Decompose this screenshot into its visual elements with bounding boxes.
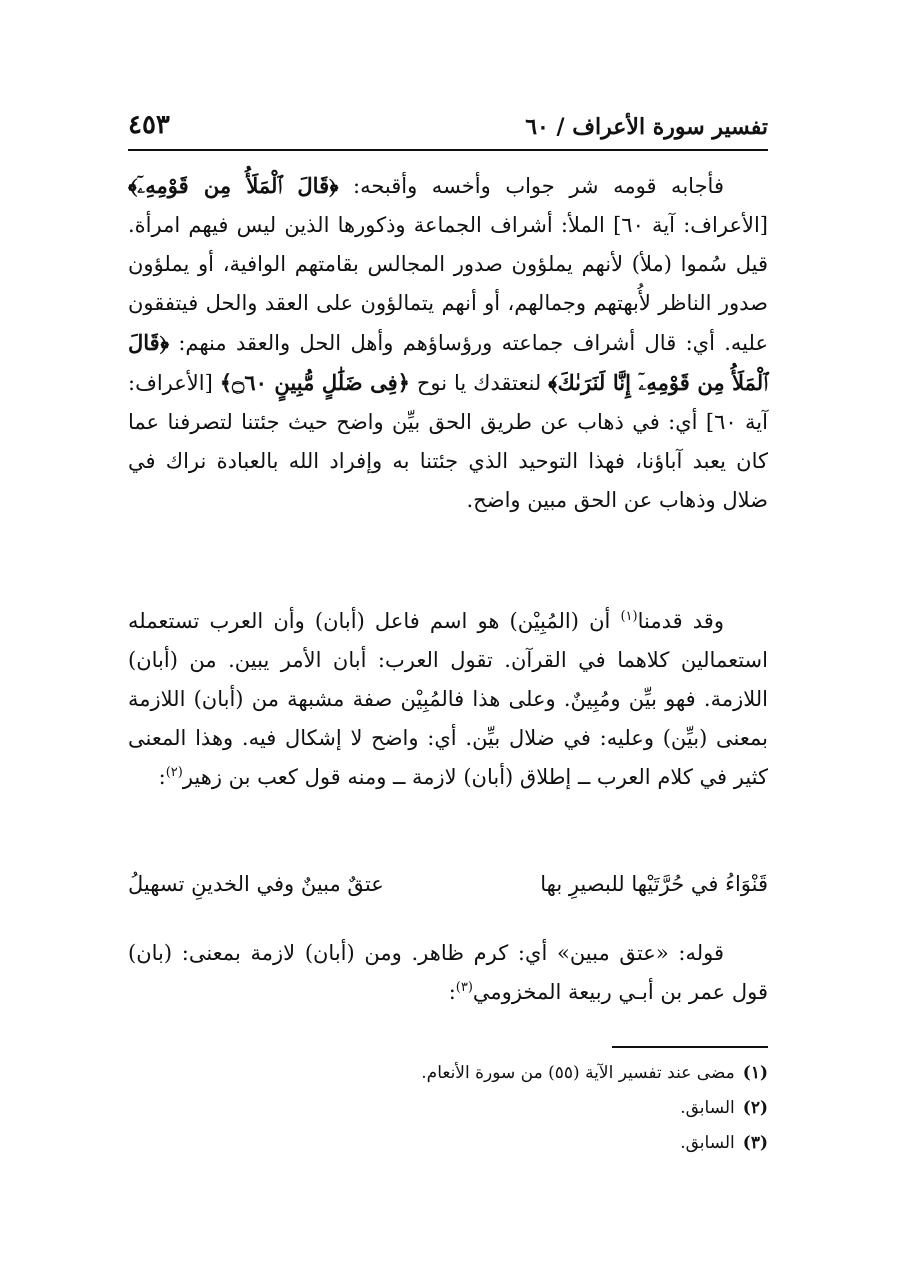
footnote-1 — [128, 1056, 768, 1091]
page-number: ٤٥٣ — [128, 110, 170, 140]
footnote-ref-2[interactable]: (٢) — [165, 765, 183, 780]
verse-first-hemistich: قَنْوَاءُ في حُرَّتَيْها للبصيرِ بها — [540, 872, 768, 896]
text-run: : — [448, 980, 456, 1004]
text-run: فأجابه قومه شر جواب وأخسه وأقبحه: — [338, 174, 724, 198]
paragraph-2 — [128, 602, 768, 797]
footnote-2 — [128, 1091, 768, 1126]
footnotes — [128, 1056, 768, 1161]
text-run: [الأعراف: آية ٦٠] أي: في ذهاب عن طريق الحق بيِّن واضح حيث جئتنا لتصرفنا عما كان يعبد آباؤنا، فهذا التوحيد الذي جئتنا به وإفراد الله بالعبادة نراك في ضلال وذهاب عن الحق مبين واضح. — [128, 371, 768, 512]
text-run: : — [158, 765, 166, 789]
running-head: تفسير سورة الأعراف / ٦٠ — [525, 114, 768, 140]
footnote-number: (١) — [742, 1063, 768, 1083]
footnote-ref-3[interactable]: (٣) — [455, 980, 473, 995]
page-header — [128, 108, 768, 148]
text-run: أن (المُبِيْن) هو اسم فاعل (أبان) وأن العرب تستعمله استعمالين كلاهما في القرآن. تقول العرب: أبان الأمر يبين. من (أبان) اللازمة. فهو بيِّن ومُبِينٌ. وعلى هذا فالمُبِيْن صفة مشبهة من (أبان) اللازمة بمعنى (بيِّن) وعليه: في ضلال بيِّن. أي: واضح لا إشكال فيه. وهذا المعنى كثير في كلام العرب ــ إطلاق (أبان) لازمة ــ ومنه قول كعب بن زهير — [128, 609, 768, 789]
verse-second-hemistich: عتقٌ مبينٌ وفي الخدينِ تسهيلُ — [128, 872, 384, 896]
text-run: [الأعراف: آية ٦٠] الملأ: أشراف الجماعة وذكورها الذين ليس فيهم امرأة. قيل سُموا (ملأ) لأنهم يملؤون صدور المجالس بقامتهم الوافية، أو يملؤون صدور الناظر لأُبهتهم وجمالهم، أو أنهم يتمالؤون على العقد والحل فيتفقون عليه. أي: قال أشراف جماعته ورؤساؤهم وأهل الحل والعقد منهم: — [128, 213, 769, 355]
quran-quote: ﴿فِى ضَلَٰلٍ مُّبِينٍ ۝٦٠﴾ — [219, 370, 410, 395]
footnote-number: (٢) — [742, 1098, 768, 1118]
poetry-verse — [128, 864, 768, 908]
header-rule — [128, 149, 768, 151]
footnote-number: (٣) — [742, 1133, 768, 1153]
paragraph-3 — [128, 934, 768, 1012]
footnote-text: مضى عند تفسير الآية (٥٥) من سورة الأنعام. — [421, 1063, 735, 1083]
footnote-text: السابق. — [680, 1133, 735, 1153]
text-run: وقد قدمنا — [637, 609, 724, 633]
text-run: قوله: «عتق مبين» أي: كرم ظاهر. ومن (أبان) لازمة بمعنى: (بان) قول عمر بن أبـي ربيعة المخزومي — [128, 941, 768, 1004]
paragraph-text — [128, 166, 768, 520]
text-run: لنعتقدك يا نوح — [409, 371, 549, 395]
footnote-text: السابق. — [680, 1098, 735, 1118]
quran-quote: ﴿قَالَ ٱلْمَلَأُ مِن قَوْمِهِۦٓ إِنَّا لَنَرَىٰكَ﴾ — [128, 330, 768, 395]
paragraph-text — [128, 602, 768, 797]
paragraph-1 — [128, 166, 768, 520]
footnote-3 — [128, 1126, 768, 1161]
footnote-ref-1[interactable]: (١) — [620, 609, 638, 624]
quran-quote: ﴿قَالَ ٱلْمَلَأُ مِن قَوْمِهِۦٓ﴾ — [128, 173, 339, 198]
footnote-separator — [612, 1046, 768, 1048]
paragraph-text — [128, 934, 768, 1012]
